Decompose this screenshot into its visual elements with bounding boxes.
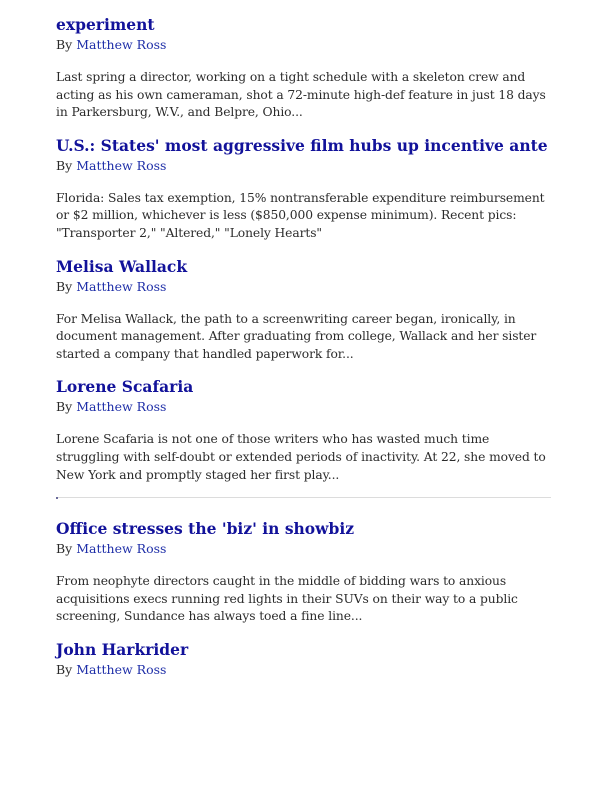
article-title-link[interactable]: Office stresses the 'biz' in showbiz [56, 519, 355, 539]
byline [56, 398, 551, 416]
article-title-link[interactable]: experiment [56, 15, 155, 34]
article-item [56, 518, 551, 626]
byline-prefix: By [56, 541, 77, 557]
byline [56, 540, 551, 558]
article-item [56, 376, 551, 484]
author-link[interactable]: Matthew Ross [76, 37, 167, 52]
byline-prefix: By [56, 278, 77, 294]
byline [56, 157, 551, 175]
article-title-link[interactable]: John Harkrider [56, 639, 189, 659]
byline [56, 36, 551, 54]
section-divider [56, 497, 551, 498]
divider-dot [56, 497, 58, 499]
byline-prefix: By [56, 37, 77, 52]
byline-prefix: By [56, 399, 77, 415]
article-summary: Lorene Scafaria is not one of those writers who has wasted much time struggling with self-doubt or extended periods of inactivity. At 22, she moved to New York and promptly staged her first play... [56, 432, 546, 482]
article-title-link[interactable]: Lorene Scafaria [56, 377, 194, 397]
byline [56, 661, 551, 679]
article-item [56, 256, 551, 364]
article-title-link[interactable]: Melisa Wallack [56, 256, 188, 276]
author-link[interactable]: Matthew Ross [76, 399, 167, 415]
article-item [56, 135, 551, 243]
byline [56, 278, 551, 296]
author-link[interactable]: Matthew Ross [76, 157, 167, 173]
article-summary: For Melisa Wallack, the path to a screenwriting career began, ironically, in document management. After graduating from college, Wallack and her sister started a company that handled paperwork for... [56, 311, 537, 361]
article-item [56, 14, 551, 122]
byline-prefix: By [56, 157, 77, 173]
author-link[interactable]: Matthew Ross [76, 278, 167, 294]
author-link[interactable]: Matthew Ross [76, 661, 167, 677]
article-summary: From neophyte directors caught in the middle of bidding wars to anxious acquisitions execs running red lights in their SUVs on their way to a public screening, Sundance has always toed a fine line... [56, 574, 518, 624]
article-list [56, 14, 551, 694]
article-summary: Last spring a director, working on a tight schedule with a skeleton crew and acting as his own cameraman, shot a 72-minute high-def feature in just 18 days in Parkersburg, W.V., and Belpre, Ohio... [56, 70, 546, 120]
byline-prefix: By [56, 661, 77, 677]
article-summary: Florida: Sales tax exemption, 15% nontransferable expenditure reimbursement or $2 million, whichever is less ($850,000 expense minimum). Recent pics: "Transporter 2," "Altered," "Lonely Hearts" [56, 190, 545, 240]
author-link[interactable]: Matthew Ross [76, 541, 167, 557]
article-item [56, 639, 551, 679]
article-title-link[interactable]: U.S.: States' most aggressive film hubs up incentive ante [56, 135, 548, 155]
